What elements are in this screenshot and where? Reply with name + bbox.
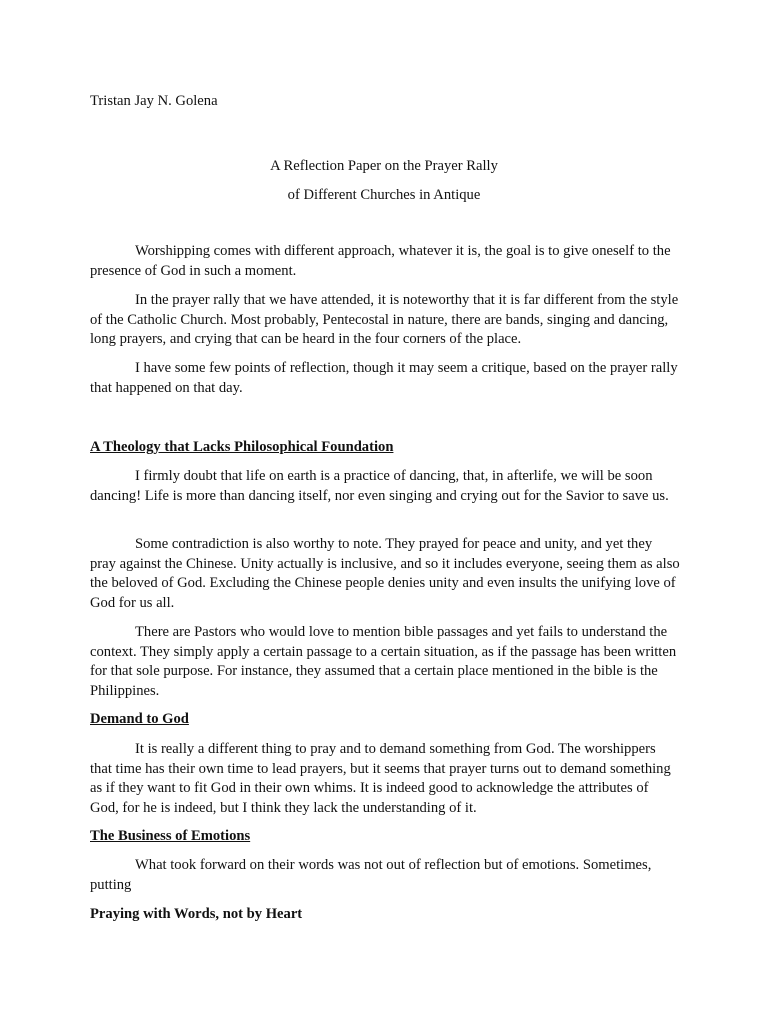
section-2-paragraph-1	[90, 740, 680, 818]
section-heading: A Theology that Lacks Philosophical Foundation	[90, 439, 394, 455]
paragraph: Worshipping comes with different approach, whatever it is, the goal is to give oneself to the presence of God in such a moment.	[90, 243, 671, 279]
paper-title	[0, 152, 768, 210]
paragraph: I firmly doubt that life on earth is a practice of dancing, that, in afterlife, we will be soon dancing! Life is more than dancing itself, nor even singing and crying out for the Savior to save us.	[90, 468, 669, 504]
author-name: Tristan Jay N. Golena	[90, 93, 218, 109]
section-heading: Demand to God	[90, 711, 189, 727]
paragraph: There are Pastors who would love to mention bible passages and yet fails to understand the context. They simply apply a certain passage to a certain situation, as if the passage has been written for that sole purpose. For instance, they assumed that a certain place mentioned in the bible is the Philippines.	[90, 624, 677, 699]
section-heading: The Business of Emotions	[90, 828, 251, 844]
title-line-2: of Different Churches in Antique	[287, 187, 481, 203]
paragraph: Some contradiction is also worthy to note. They prayed for peace and unity, and yet they pray against the Chinese. Unity actually is inclusive, and so it includes everyone, seeing them as also the beloved of God. Excluding the Chinese people denies unity and even insults the unifying love of God for us all.	[90, 536, 680, 611]
title-line-1: A Reflection Paper on the Prayer Rally	[270, 158, 498, 174]
section-1-paragraph-2	[90, 535, 680, 613]
section-heading-theology	[90, 438, 680, 458]
paragraph: In the prayer rally that we have attended, it is noteworthy that it is far different from the style of the Catholic Church. Most probably, Pentecostal in nature, there are bands, singing and dancing, long prayers, and crying that can be heard in the four corners of the place.	[90, 292, 679, 347]
section-heading: Praying with Words, not by Heart	[90, 906, 303, 922]
intro-paragraph-3	[90, 359, 680, 398]
paragraph: It is really a different thing to pray and to demand something from God. The worshippers that time has their own time to lead prayers, but it seems that prayer turns out to demand something as if they want to fit God in their own whims. It is indeed good to acknowledge the attributes of God, for he is indeed, but I think they lack the understanding of it.	[90, 741, 671, 816]
paragraph: What took forward on their words was not out of reflection but of emotions. Sometimes, putting	[90, 857, 652, 893]
intro-paragraph-1	[90, 242, 680, 281]
section-heading-praying	[90, 905, 680, 925]
section-1-paragraph-3	[90, 623, 680, 701]
section-heading-demand	[90, 710, 680, 730]
paragraph: I have some few points of reflection, though it may seem a critique, based on the prayer rally that happened on that day.	[90, 360, 678, 396]
intro-paragraph-2	[90, 291, 680, 350]
section-1-paragraph-1	[90, 467, 680, 506]
section-3-paragraph-1	[90, 856, 680, 895]
section-heading-emotions	[90, 827, 680, 847]
